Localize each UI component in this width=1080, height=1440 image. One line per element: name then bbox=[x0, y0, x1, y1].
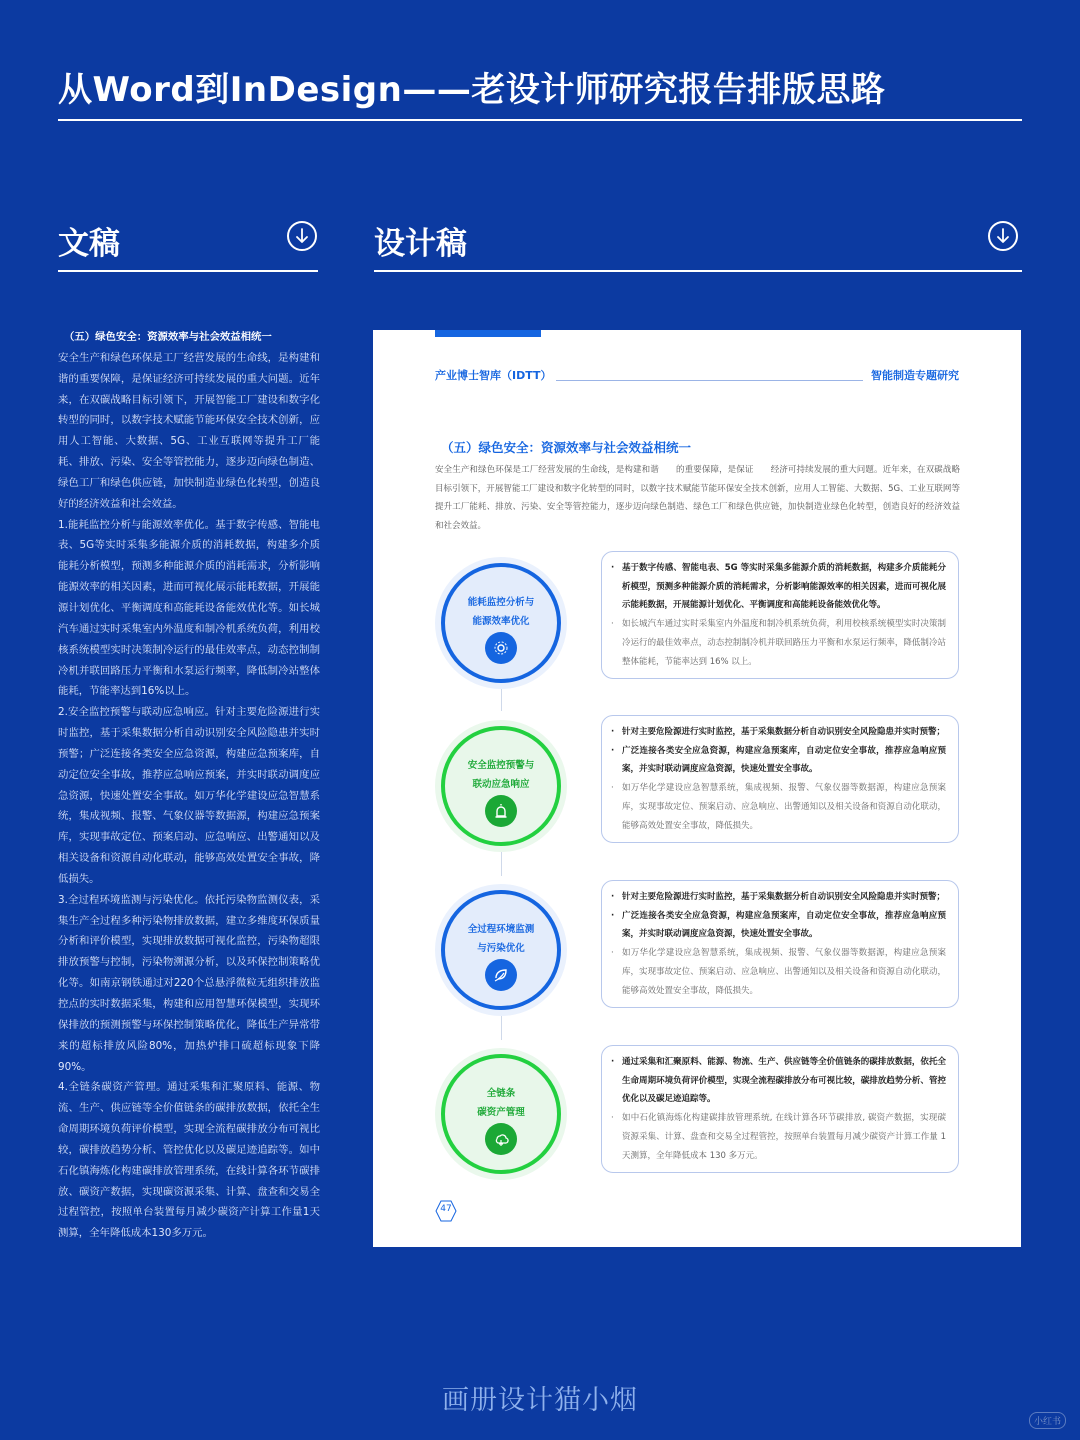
manuscript-paragraph: 1.能耗监控分析与能源效率优化。基于数字传感、智能电表、5G等实时采集多能源介质的消耗数据，构建多介质能耗分析模型，预测多种能源介质的消耗需求，分析影响能源效率的相关因素，进而可视化展示能耗数据，开展能源计划优化、平衡调度和高能耗设备能效优化等。如长城汽车通过实时采集室内外温度和制冷机系统负荷，利用校核系统模型实时决策制冷运行的最佳效率点，动态控制制冷机并联回路压力平衡和水泵运行频率，降低制冷站整体能耗，节能率达到16%以上。 bbox=[58, 518, 320, 698]
example-point: · 如中石化镇海炼化构建碳排放管理系统, 在线计算各环节碳排放, 碳资产数据，实现碳资源采集、计算、盘查和交易全过程管控，按照单台装置每月减少碳资产计算工作量 1 天测算，全年降低成本 130 多万元。 bbox=[622, 1109, 946, 1165]
manuscript-column-title: 文稿 bbox=[58, 226, 120, 262]
manuscript-column-divider bbox=[58, 270, 318, 272]
title-divider bbox=[58, 119, 1022, 121]
topic-card bbox=[601, 1045, 959, 1173]
down-arrow-icon bbox=[287, 221, 317, 251]
section-title: （五）绿色安全：资源效率与社会效益相统一 bbox=[441, 440, 692, 455]
topic-node bbox=[435, 720, 567, 852]
running-header-right: 智能制造专题研究 bbox=[871, 369, 959, 382]
running-header-left: 产业博士智库（IDTT） bbox=[435, 369, 552, 382]
bold-point: · 针对主要危险源进行实时监控，基于采集数据分析自动识别安全风险隐患并实时预警； bbox=[622, 723, 946, 742]
node-label bbox=[435, 1084, 567, 1122]
connector-line bbox=[501, 1016, 502, 1040]
node-label-line: 全链条 bbox=[486, 1088, 516, 1099]
alarm-icon bbox=[485, 795, 517, 827]
node-label bbox=[435, 756, 567, 794]
manuscript-paragraph: 4.全链条碳资产管理。通过采集和汇聚原料、能源、物流、生产、供应链等全价值链条的碳排放数据，依托全生命周期环境负荷评价模型，实现全流程碳排放分布可视比较，碳排放趋势分析、管控优化以及碳足迹追踪等。如中石化镇海炼化构建碳排放管理系统，在线计算各环节碳排放、碳资产数据，实现碳资源采集、计算、盘查和交易全过程管控，按照单台装置每月减少碳资产计算工作量1天测算，全年降低成本130多万元。 bbox=[58, 1081, 320, 1240]
topic-node bbox=[435, 884, 567, 1016]
bold-point: · 广泛连接各类安全应急资源，构建应急预案库，自动定位安全事故，推荐应急响应预案，并实时联动调度应急资源，快速处置安全事故。 bbox=[622, 907, 946, 944]
manuscript-paragraph: 安全生产和绿色环保是工厂经营发展的生命线，是构建和谐的重要保障，是保证经济可持续发展的重大问题。近年来，在双碳战略目标引领下，开展智能工厂建设和数字化转型的同时，以数字技术赋能节能环保安全技术创新，应用人工智能、大数据、5G、工业互联网等提升工厂能耗、排放、污染、安全等管控能力，逐步迈向绿色制造、绿色工厂和绿色供应链，加快制造业绿色化转型，创造良好的经济效益和社会效益。 bbox=[58, 351, 320, 510]
connector-line bbox=[501, 687, 502, 711]
connector-line bbox=[501, 852, 502, 876]
design-column-title: 设计稿 bbox=[374, 226, 467, 262]
node-label-line: 安全监控预警与 bbox=[467, 760, 535, 771]
design-column-divider bbox=[374, 270, 1022, 272]
topic-card bbox=[601, 551, 959, 679]
node-label-line: 与污染优化 bbox=[477, 943, 525, 954]
example-point: · 如万华化学建设应急智慧系统，集成视频、报警、气象仪器等数据源，构建应急预案库，实现事故定位、预案启动、应急响应、出警通知以及相关设备和资源自动化联动，能够高效处置安全事故，降低损失。 bbox=[622, 779, 946, 835]
section-intro: 安全生产和绿色环保是工厂经营发展的生命线，是构建和谐 的重要保障，是保证 经济可持续发展的重大问题。近年来，在双碳战略目标引领下，开展智能工厂建设和数字化转型的同时，以数字技术赋能节能环保安全技术创新，应用人工智能、大数据、5G、工业互联网等提升工厂能耗、排放、污染、安全等管控能力，逐步迈向绿色制造、绿色工厂和绿色供应链，加快制造业绿色化转型，创造良好的经济效益和社会效益。 bbox=[435, 465, 960, 531]
node-label bbox=[435, 593, 567, 631]
bold-point: · 基于数字传感、智能电表、5G 等实时采集多能源介质的消耗数据，构建多介质能耗分析模型，预测多种能源介质的消耗需求，分析影响能源效率的相关因素，进而可视化展示能耗数据，开展能源计划优化、平衡调度和高能耗设备能效优化等。 bbox=[622, 559, 946, 615]
manuscript-heading: （五）绿色安全：资源效率与社会效益相统一 bbox=[64, 331, 272, 343]
bold-point: · 广泛连接各类安全应急资源，构建应急预案库，自动定位安全事故，推荐应急响应预案，并实时联动调度应急资源，快速处置安全事故。 bbox=[622, 742, 946, 779]
bold-point: · 针对主要危险源进行实时监控，基于采集数据分析自动识别安全风险隐患并实时预警； bbox=[622, 888, 946, 907]
page-tab-marker bbox=[435, 330, 541, 337]
eco-icon bbox=[485, 959, 517, 991]
manuscript-text bbox=[58, 327, 320, 1244]
example-point: · 如万华化学建设应急智慧系统，集成视频、报警、气象仪器等数据源，构建应急预案库，实现事故定位、预案启动、应急响应、出警通知以及相关设备和资源自动化联动，能够高效处置安全事故，降低损失。 bbox=[622, 944, 946, 1000]
node-label-line: 全过程环境监测 bbox=[467, 924, 535, 935]
carbon-icon bbox=[485, 1123, 517, 1155]
platform-watermark: 小红书 bbox=[1029, 1412, 1066, 1429]
manuscript-paragraph: 3.全过程环境监测与污染优化。依托污染物监测仪表，采集生产全过程多种污染物排放数据，建立多维度环保质量分析和评价模型，实现排放数据可视化监控，污染物超限排放预警与控制，污染物溯源分析，以及环保控制策略优化等。如南京钢铁通过对220个总悬浮微粒无组织排放监控点的实时数据采集，构建和应用智慧环保模型，实现环保排放的预测预警与环保控制策略优化，降低生产异常带来的超标排放风险80%，加热炉排口硫超标现象下降90%。 bbox=[58, 893, 320, 1073]
node-label bbox=[435, 920, 567, 958]
design-page bbox=[373, 330, 1021, 1247]
page-number bbox=[435, 1200, 457, 1222]
down-arrow-icon bbox=[988, 221, 1018, 251]
page-title: 从Word到InDesign——老设计师研究报告排版思路 bbox=[58, 70, 886, 110]
topic-node bbox=[435, 1048, 567, 1180]
manuscript-paragraph: 2.安全监控预警与联动应急响应。针对主要危险源进行实时监控，基于采集数据分析自动识别安全风险隐患并实时预警；广泛连接各类安全应急资源，构建应急预案库，自动定位安全事故，推荐应急响应预案，并实时联动调度应急资源，快速处置安全事故。如万华化学建设应急智慧系统，集成视频、报警、气象仪器等数据源，构建应急预案库，实现事故定位、预案启动、应急响应、出警通知以及相关设备和资源自动化联动，能够高效处置安全事故，降低损失。 bbox=[58, 706, 320, 885]
node-label-line: 能源效率优化 bbox=[472, 616, 530, 627]
node-label-line: 能耗监控分析与 bbox=[467, 597, 535, 608]
page-number-text: 47 bbox=[440, 1204, 452, 1214]
topic-card bbox=[601, 715, 959, 843]
node-label-line: 联动应急响应 bbox=[472, 779, 530, 790]
footer-signature: 画册设计猫小烟 bbox=[442, 1385, 638, 1416]
bold-point: · 通过采集和汇聚原料、能源、物流、生产、供应链等全价值链条的碳排放数据，依托全生命周期环境负荷评价模型，实现全流程碳排放分布可视比较，碳排放趋势分析、管控优化以及碳足迹追踪等。 bbox=[622, 1053, 946, 1109]
node-label-line: 碳资产管理 bbox=[477, 1107, 525, 1118]
topic-node bbox=[435, 557, 567, 689]
topic-card bbox=[601, 880, 959, 1008]
example-point: · 如长城汽车通过实时采集室内外温度和制冷机系统负荷，利用校核系统模型实时决策制冷运行的最佳效率点，动态控制制冷机并联回路压力平衡和水泵运行频率，降低制冷站整体能耗，节能率达到 16% 以上。 bbox=[622, 615, 946, 671]
running-header-line bbox=[556, 380, 863, 381]
gear-icon bbox=[485, 632, 517, 664]
